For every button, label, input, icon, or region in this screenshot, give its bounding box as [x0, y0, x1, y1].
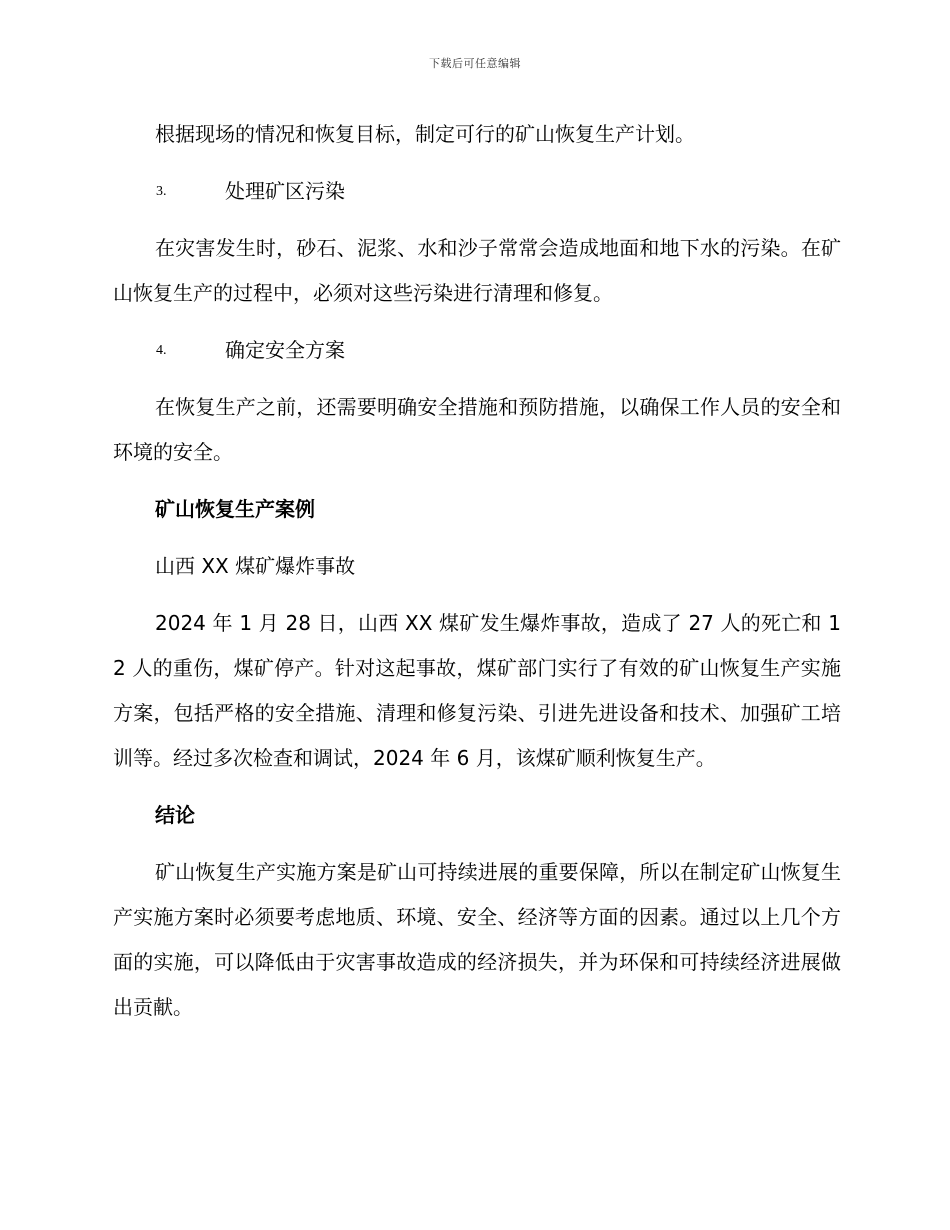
- list-label: 确定安全方案: [225, 338, 345, 362]
- section-heading-case: 矿山恢复生产案例: [155, 497, 315, 521]
- paragraph-safety: 在恢复生产之前，还需要明确安全措施和预防措施，以确保工作人员的安全和环境的安全。: [113, 395, 841, 464]
- paragraph-conclusion: 矿山恢复生产实施方案是矿山可持续进展的重要保障，所以在制定矿山恢复生产实施方案时必须要考虑地质、环境、安全、经济等方面的因素。通过以上几个方面的实施，可以降低由于灾害事故造成的经济损失，并为环保和可持续经济进展做出贡献。: [113, 860, 841, 1019]
- list-label: 处理矿区污染: [225, 179, 345, 203]
- page-header: 下载后可任意编辑: [429, 57, 521, 70]
- list-number: 4.: [156, 343, 167, 358]
- list-number: 3.: [156, 184, 167, 199]
- document-body: [113, 112, 841, 1042]
- paragraph-plan: 根据现场的情况和恢复目标，制定可行的矿山恢复生产计划。: [155, 122, 695, 146]
- paragraph-pollution: 在灾害发生时，砂石、泥浆、水和沙子常常会造成地面和地下水的污染。在矿山恢复生产的过程中，必须对这些污染进行清理和修复。: [113, 236, 841, 305]
- section-heading-conclusion: 结论: [155, 803, 195, 827]
- case-title: 山西 XX 煤矿爆炸事故: [155, 554, 356, 578]
- list-item-4: [113, 328, 841, 373]
- list-item-3: [113, 169, 841, 214]
- paragraph-case-description: 2024 年 1 月 28 日，山西 XX 煤矿发生爆炸事故，造成了 27 人的死亡和 12 人的重伤，煤矿停产。针对这起事故，煤矿部门实行了有效的矿山恢复生产实施方案，包括严格的安全措施、清理和修复污染、引进先进设备和技术、加强矿工培训等。经过多次检查和调试，2024 年 6 月，该煤矿顺利恢复生产。: [113, 611, 841, 770]
